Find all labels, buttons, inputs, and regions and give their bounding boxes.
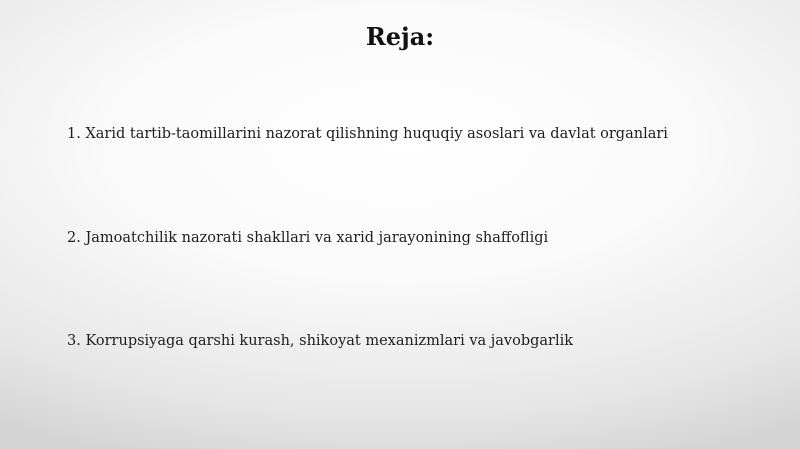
plan-item: 3. Korrupsiyaga qarshi kurash, shikoyat mexanizmlari va javobgarlik bbox=[67, 333, 574, 349]
slide-title: Reja: bbox=[365, 22, 435, 51]
plan-item: 1. Xarid tartib-taomillarini nazorat qilishning huquqiy asoslari va davlat organlari bbox=[67, 126, 668, 142]
plan-item: 2. Jamoatchilik nazorati shakllari va xarid jarayonining shaffofligi bbox=[67, 230, 549, 246]
